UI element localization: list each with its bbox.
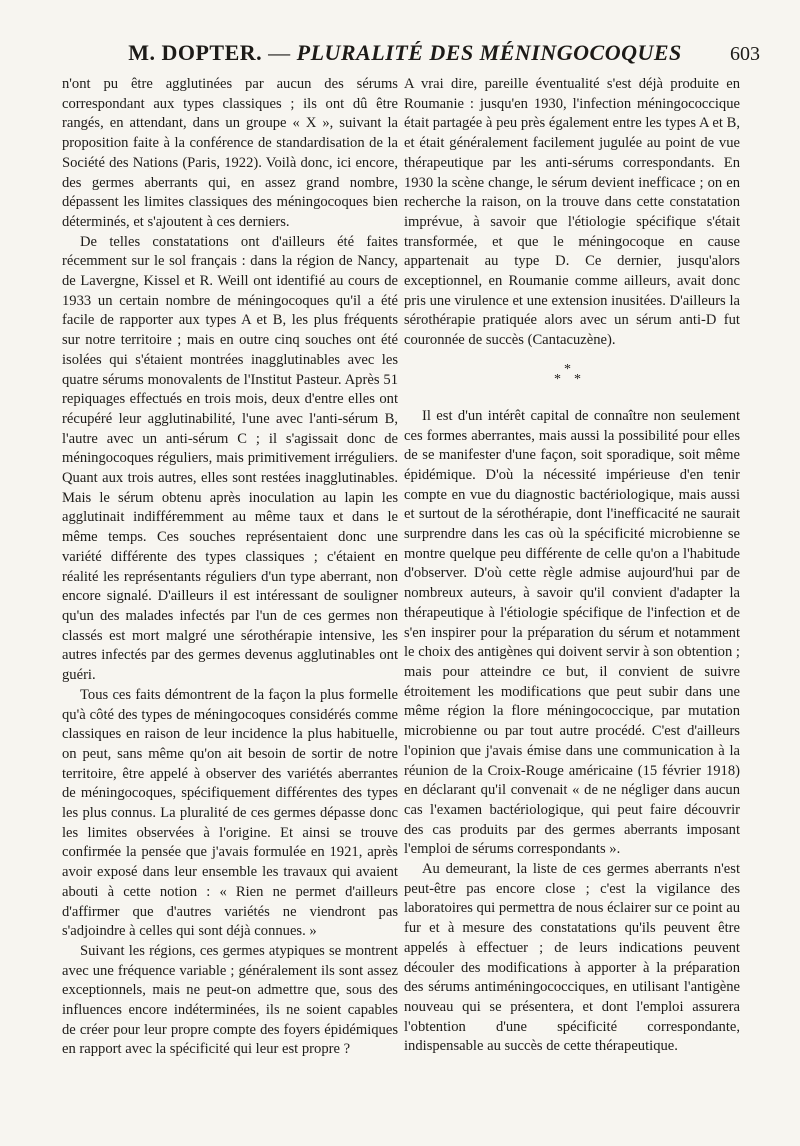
section-separator bbox=[404, 351, 740, 407]
author-name: M. DOPTER. bbox=[128, 40, 263, 65]
article-title: PLURALITÉ DES MÉNINGOCOQUES bbox=[296, 40, 682, 65]
paragraph: Au demeurant, la liste de ces germes aberrants n'est peut-être pas encore close ; c'est la vigilance des laboratoires qui permettra de nous éclairer sur ce point au fur et à mesure des constatations qu'ils peuvent être appelés à effectuer ; de leurs indications peuvent découler des modifications à apporter à la préparation des sérums antiméningococciques, en utilisant l'antigène nouveau qui se présentera, et dont l'emploi assurera l'obtention d'une spécificité correspondante, indispensable au succès de cette thérapeutique. bbox=[404, 861, 740, 1055]
paragraph: De telles constatations ont d'ailleurs été faites récemment sur le sol français : dans la région de Nancy, de Lavergne, Kissel et R. Weill ont identifié au cours de 1933 un certain nombre de méningocoques qu'il a été facile de rapporter aux types A et B, les plus fréquents sur notre territoire ; mais en outre cinq souches ont été isolées qui s'étaient montrées inagglutinables avec les quatre sérums monovalents de l'Institut Pasteur. Après 51 repiquages effectués en trois mois, deux d'entre elles ont récupéré leur agglutinabilité, l'une avec l'anti-sérum B, l'autre avec un anti-sérum C ; il s'agissait donc de méningocoques réguliers, mais primitivement irréguliers. Quant aux trois autres, elles sont restées inagglutinables. Mais le sérum obtenu après inoculation au lapin les agglutinait indifféremment au même taux et dans le même temps. Ces souches représentaient donc une variété différente des types classiques ; c'étaient en réalité les représentants réguliers d'un type aberrant, non encore signalé. D'ailleurs il est intéressant de souligner qu'un des malades infectés par l'un de ces germes non classés est mort malgré une sérothérapie intensive, les autres infectés par des germes devenus agglutinables ont guéri. bbox=[62, 233, 398, 684]
running-head bbox=[60, 38, 750, 68]
paragraph: Tous ces faits démontrent de la façon la plus formelle qu'à côté des types de méningocoques considérés comme classiques en raison de leur incidence la plus habituelle, on peut, sans même qu'on ait besoin de sortir de notre territoire, être appelé à observer des variétés aberrantes de méningocoques, spécifiquement différentes des types les plus connus. La pluralité de ces germes dépasse donc les limites observées à l'origine. Et ainsi se trouve confirmée la pensée que j'avais formulée en 1921, après avoir exposé dans leur ensemble les travaux qui avaient abouti à cette notion : « Rien ne permet d'ailleurs d'affirmer que d'autres variétés ne viendront pas s'adjoindre à celles qui sont déjà connues. » bbox=[62, 686, 398, 940]
right-column bbox=[404, 75, 740, 1057]
paragraph: Suivant les régions, ces germes atypiques se montrent avec une fréquence variable ; généralement ils sont assez exceptionnels, mais ne peut-on admettre que, sous des influences encore indéterminées, ils ne soient capables de créer pour leur propre compte des foyers épidémiques en rapport avec la spécificité qui leur est propre ? bbox=[62, 942, 398, 1058]
left-column bbox=[62, 75, 398, 1060]
asterisk: * bbox=[554, 371, 561, 387]
asterisk: * bbox=[574, 371, 581, 387]
paragraph: n'ont pu être agglutinées par aucun des sérums correspondant aux types classiques ; ils ont dû être rangés, en attendant, dans un groupe « X », suivant la proposition faite à la conférence de standardisation de la Société des Nations (Paris, 1922). Voilà donc, ici encore, des germes aberrants qui, en assez grand nombre, dépassent les limites classiques des méningocoques bien déterminés, et s'ajoutent à ces derniers. bbox=[62, 76, 398, 230]
paragraph: Il est d'un intérêt capital de connaître non seulement ces formes aberrantes, mais aussi la possibilité pour elles de se manifester d'une façon, soit sporadique, soit même épidémique. D'où la nécessité impérieuse d'en tenir compte en vue du diagnostic bactériologique, mais aussi et surtout de la sérothérapie, dont l'inefficacité ne saurait surprendre dans les cas où la spécificité microbienne se montre quelque peu différente de celle qu'on a l'habitude d'observer. D'où cette règle admise aujourd'hui par de nombreux auteurs, à savoir qu'il convient d'adapter la thérapeutique à l'étiologie spécifique de l'infection et de s'en inspirer pour la préparation du sérum et notamment le choix des antigènes qui doivent servir à son obtention ; mais pour atteindre ce but, il convient de suivre étroitement les modifications que peut subir dans une même région la flore méningococcique, par mutation microbienne ou par tout autre procédé. C'est d'ailleurs l'opinion que j'avais émise dans une communication à la réunion de la Croix-Rouge américaine (15 février 1918) en déclarant qu'il convenait « de ne négliger dans aucun cas l'examen bactériologique, qui peut faire découvrir des cas produits par des germes aberrants imposant l'emploi de sérums correspondants ». bbox=[404, 407, 740, 858]
paragraph: A vrai dire, pareille éventualité s'est déjà produite en Roumanie : jusqu'en 1930, l'infection méningococcique était partagée à peu près également entre les types A et B, et était généralement facilement jugulée au point de vue thérapeutique par les anti-sérums correspondants. En 1930 la scène change, le sérum devient inefficace ; on en recherche la raison, on la trouve dans cette constatation imprévue, à savoir que l'étiologie spécifique s'était transformée, et que le méningocoque en cause appartenait au type D. Ce dernier, jusqu'alors exceptionnel, en Roumanie comme ailleurs, avait donc pris une virulence et une extension inusitées. D'ailleurs la sérothérapie pratiquée alors avec un sérum anti-D fut couronnée de succès (Cantacuzène). bbox=[404, 76, 740, 349]
asterisk: * bbox=[564, 361, 571, 377]
header-dash: — bbox=[268, 40, 291, 65]
page-number: 603 bbox=[730, 43, 760, 65]
